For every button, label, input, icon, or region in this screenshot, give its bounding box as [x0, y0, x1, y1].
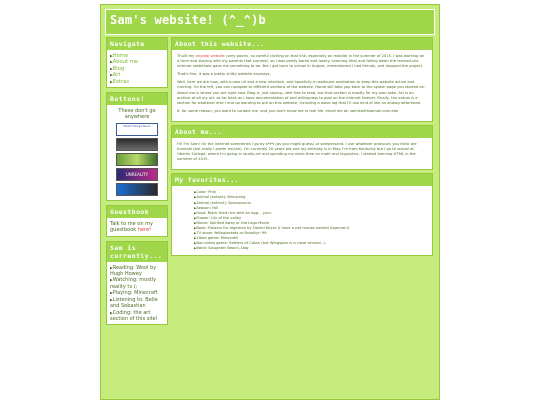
currently-title: Sam is currently... — [107, 242, 167, 263]
guestbook-text: Talk to me on my guestbook — [110, 220, 153, 234]
about-site-panel — [171, 37, 433, 122]
favorite-item: ▶ Season: Fall — [194, 206, 427, 211]
favorite-item: ▶ Animal (extinct): Spinosaurus — [194, 201, 427, 206]
about-me-panel — [171, 125, 433, 170]
unreality-button-image: UNREALITY — [116, 168, 158, 181]
nav-link-art[interactable]: ▶ Art — [110, 72, 164, 78]
about-site-body — [172, 51, 432, 121]
buttons-title: Buttons! — [107, 93, 167, 106]
nav-link-about-me[interactable]: ▶ About me — [110, 59, 164, 65]
buttons-note: These don't go anywhere — [118, 108, 156, 121]
abexchange-button-image: AbeXchange Now! — [116, 123, 158, 136]
about-site-p1-post: (very poorly, so careful clicking on that link, especially on mobile) in the summer of 2015. I was working on a farm and staying with my parents that summer, so I was pretty bored and lonely. Learning html and falling down the revived-old-internet rabbithole gave me something to do. But I got back to school in August, remembered I had friends, and dropped the project. — [177, 54, 425, 69]
guestbook-body — [107, 219, 167, 236]
about-site-p2: That's fine, it was a pretty shitty website anyways. — [177, 72, 271, 77]
buttons-body — [107, 106, 167, 200]
guestbook-link[interactable]: here! — [137, 227, 152, 234]
nav-link-extras[interactable]: ▶ Extras — [110, 79, 164, 85]
currently-listening: ▶ Listening to: Belle and Sebastian — [110, 297, 164, 310]
currently-coding: ▶ Coding: the art section of this site! — [110, 310, 164, 323]
about-site-p4: If, for some reason, you want to contact me, and you don't know me in real life, email me at: samlsmithsamail.com.edu — [177, 108, 399, 113]
main-content — [171, 37, 433, 259]
guestbook-title: Guestbook — [107, 206, 167, 219]
nav-link-blog[interactable]: ▶ Blog — [110, 66, 164, 72]
favorite-item: ▶ Band: Slaughter Beach, Dog — [194, 246, 427, 251]
sidebar — [106, 37, 168, 329]
page-container — [100, 4, 440, 400]
favorite-item: ▶ Color: Pink — [194, 190, 427, 195]
about-me-text: Hi! I'm Sam! On the internet sometimes I go by s*t*t (as you might guess) or sampersand. I use whatever pronouns you think are funniest (but really I prefer he/she). I'm currently 20 years old and my birthday is in May. I'm from Kentucky but I go to school at Oberlin College, where I'm going in studio art and spending my extra time on math and linguistics. I started learning HTML in the summer of 2015. — [177, 141, 417, 162]
favorite-item: ▶ TV show: Yellowjackets or Brooklyn 99 — [194, 231, 427, 236]
favorite-item: ▶ Food: Black fried rice with an egg... yum. — [194, 211, 427, 216]
favorite-item: ▶ Flower: Lily of the valley — [194, 216, 427, 221]
about-site-p1-pre: Thuilt my — [177, 54, 195, 58]
buttons-box — [106, 92, 168, 201]
site-header — [105, 9, 435, 35]
original-website-link[interactable]: original website — [195, 54, 225, 58]
navigate-box — [106, 37, 168, 88]
currently-watching: ▶ Watching: mostly reality tv (: — [110, 277, 164, 290]
currently-list — [107, 263, 167, 325]
about-me-body — [172, 139, 432, 169]
about-site-p3: Well, here we are now, with a new url and a new interface, and hopefully a newfound motivation to keep this website active and running. On the left, you can navigate to different sections of the website. Home will take you back to the splash page you started on. About me is where you are right now. Blog is, just saying—feel free to read, but that section is mostly for my own sake. Art is an archive of all my art, as far back as I have documentation of and willingness to post on the internet forever. Finally, the extras is a section for whatever else I end up wanting to put on this website, including a wave log that I'll use kind of like an analog letterhead. — [177, 80, 426, 105]
favorite-item: ▶ Animal (extant): Binturong — [194, 195, 427, 200]
favorite-item: ▶ Video game: Minecraft — [194, 236, 427, 241]
guestbook-box — [106, 205, 168, 237]
plant-button-image — [116, 153, 158, 166]
favorites-list — [172, 187, 432, 255]
about-site-p1 — [177, 54, 427, 69]
favorites-panel — [171, 173, 433, 256]
currently-box — [106, 241, 168, 326]
favorite-item: ▶ Non-video game: Settlers of Catan (but Wingspan is a close second...) — [194, 241, 427, 246]
dark-button-image — [116, 138, 158, 151]
nav-link-home[interactable]: ▶ Home — [110, 53, 164, 59]
about-me-title: About me... — [172, 126, 432, 139]
navigate-title: Navigate — [107, 38, 167, 51]
favorites-title: My favorites... — [172, 174, 432, 187]
currently-playing: ▶ Playing: Minecraft — [110, 290, 164, 296]
navigate-links — [107, 51, 167, 87]
favorite-item: ▶ Movie: Spirited Away or the Lego Movie — [194, 221, 427, 226]
blue-button-image — [116, 183, 158, 196]
favorite-item: ▶ Book: Flowers for Algernon by Daniel Keyes (I have a pet mouse named Algernon!) — [194, 226, 427, 231]
currently-reading: ▶ Reading: Wool by Hugh Howey — [110, 265, 164, 278]
site-title: Sam's website! (^_^)b — [110, 13, 266, 27]
about-site-title: About this website... — [172, 38, 432, 51]
